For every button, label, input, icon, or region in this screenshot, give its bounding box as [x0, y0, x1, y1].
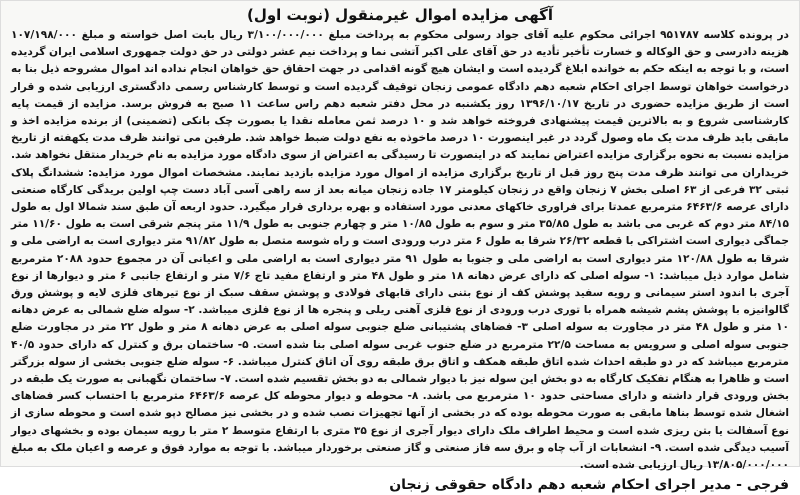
notice-signature: فرجی - مدیر اجرای احکام شعبه دهم دادگاه حقوقی زنجان [389, 477, 789, 494]
notice-paragraph-2: مشخصات اموال مورد مزایده: ششدانگ پلاک ثبتی ۳۲ فرعی از ۶۳ اصلی بخش ۷ زنجان واقع در زنجان کیلومتر ۱۷ جاده زنجان میانه بعد از سه راهی آسی آباد دست چپ اولین بریدگی کارگاه صنعتی دارای عرصه ۶۴۶۳/۶ مترمربع عمدتا برای فراوری خاکهای معدنی مورد استفاده و بهره برداری قرار میگیرد. حدود اربعه آن طبق سند شمالا اول به طول ۸۴/۱۵ متر دوم که غربی می باشد به طول ۳۵/۸۵ متر و سوم به طول ۱۰/۸۵ متر و چهارم جنوبی به طول ۱۱/۹ متر پنجم شرقی است به طول ۱۱/۶۰ متر جماگی دیواری است اشتراکی با قطعه ۲۶/۳۲ شرقا به طول ۶ متر درب ورودی است و راه شوسه متصل به طول ۹۱/۸۲ متر دیواری است به اراضی ملی و شرقا به طول ۱۲۰/۸۸ متر دیواری است به اراضی ملی و جنوبا به طول ۹۱ متر دیواری است به اراضی ملی و اعیانی آن در مجموع حدود ۲۰۸۸ مترمربع شامل موارد ذیل میباشد: ۱- سوله اصلی که دارای عرض دهانه ۱۸ متر و طول ۴۸ متر و ارتفاع مفید تاج ۷/۶ متر و ارتفاع جانبی ۶ متر و دیوارها از نوع آجری با اندود استر سیمانی و رویه سفید پوشش کف از نوع بتنی دارای قابهای فولادی و پوشش سقف سبک از نوع تیرهای فلزی لایه و پوشش ورق گالوانیزه با پوشش پشم شیشه همراه با توری درب ورودی از نوع فلزی آهنی ریلی و پنجره ها از نوع فلزی میباشد. ۲- سوله ضلع شمالی به عرض دهانه ۱۰ متر و طول ۴۸ متر در مجاورت به سوله اصلی ۳- فضاهای پشتیبانی ضلع جنوبی سوله اصلی به عرض دهانه ۸ متر و طول ۲۲ متر در مجاورت ضلع جنوبی سوله اصلی و سرویس به مساحت ۲۲/۵ مترمربع در ضلع جنوب غربی سوله اصلی بنا شده است. ۵- ساختمان برق و کنترل که دارای حدود ۴۰/۵ مترمربع میباشد که در دو طبقه احداث شده اتاق طبقه همکف و اتاق برق طبقه روی آن اتاق کنترل میباشد. ۶- سوله ضلع جنوبی بخشی از سوله بزرگتر است و ظاهرا به هنگام تفکیک کارگاه به دو بخش این سوله نیز با دیوار شمالی به دو بخش تقسیم شده است. ۷- ساختمان نگهبانی به صورت یک طبقه در بخش ورودی قرار داشته و دارای مساحتی حدود ۱۰ مترمربع می باشد. ۸- محوطه و دیوار محوطه کل عرصه ۶۴۶۳/۶ مترمربع با احتساب کسر فضاهای اشغال شده توسط بناها مابقی به صورت محوطه بوده که در بخشی از آنها تجهیزات نصب شده و در بخشی نیز مصالح دپو شده است و محوطه سازی از نوع آسفالت یا بتن ریزی شده است و محیط اطراف ملک دارای دیوار آجری از نوع ۳۵ متری با ارتفاع متوسط ۲ متر با رویه سیمان بوده و بخشهای دیوار آسیب دیدگی شده است. ۹- انشعابات از آب چاه و برق سه فاز صنعتی و گاز صنعتی برخوردار میباشد. با توجه به موارد فوق و عرصه و اعیان ملک به مبلغ ۱۳/۸۰۵/۰۰۰/۰۰۰ ریال ارزیابی شده است. [11, 166, 790, 472]
notice-body [11, 27, 789, 474]
notice-paragraph-1: در پرونده کلاسه ۹۵۱۷۸۷ اجرائی محکوم علیه آقای جواد رسولی محکوم به پرداخت مبلغ ۳/۱۰۰/۰۰۰/۰۰۰ ریال بابت اصل خواسته و مبلغ ۱۰۷/۱۹۸/۰۰۰ هزینه دادرسی و حق الوکاله و خسارت تأخیر تأدیه در حق آقای علی اکبر آتشی نما و پرداخت نیم عشر دولتی در حق دولت جمهوری اسلامی ایران گردیده است، و با توجه به اینکه حکم به خوانده ابلاغ گردیده است و ایشان هیچ گونه اقدامی در جهت احقاق حق خواهان انجام نداده اند اموال مشروحه ذیل بنا به درخواست خواهان توسط اجرای احکام شعبه دهم دادگاه عمومی زنجان توقیف گردیده است و توسط کارشناس رسمی دادگستری ارزیابی شده و قرار است از طریق مزایده حضوری در تاریخ ۱۳۹۶/۱۰/۱۷ روز یکشنبه در محل دفتر شعبه دهم راس ساعت ۱۱ صبح به فروش برسد. مزایده از قیمت پایه کارشناسی شروع و به بالاترین قیمت پیشنهادی فروخته خواهد شد و ۱۰ درصد ثمن معامله نقدا یا بصورت چک بانکی (تضمینی) از برنده مزایده اخذ و مابقی باید ظرف مدت یک ماه وصول گردد در غیر اینصورت ۱۰ درصد ماخوذه به نفع دولت ضبط خواهد شد. طرفین می توانند ظرف مدت یکهفته از تاریخ مزایده نسبت به نحوه برگزاری مزایده اعتراض نمایند که در اینصورت تا رسیدگی به اعتراض از سوی دادگاه مورد مزایده به نام خریدار منتقل نخواهد شد. خریداران می توانند ظرف مدت پنج روز قبل از تاریخ برگزاری مزایده از اموال مورد مزایده بازدید نمایند. [11, 29, 789, 179]
notice-title: آگهی مزایده اموال غیرمنقول (نوبت اول) [246, 6, 554, 24]
